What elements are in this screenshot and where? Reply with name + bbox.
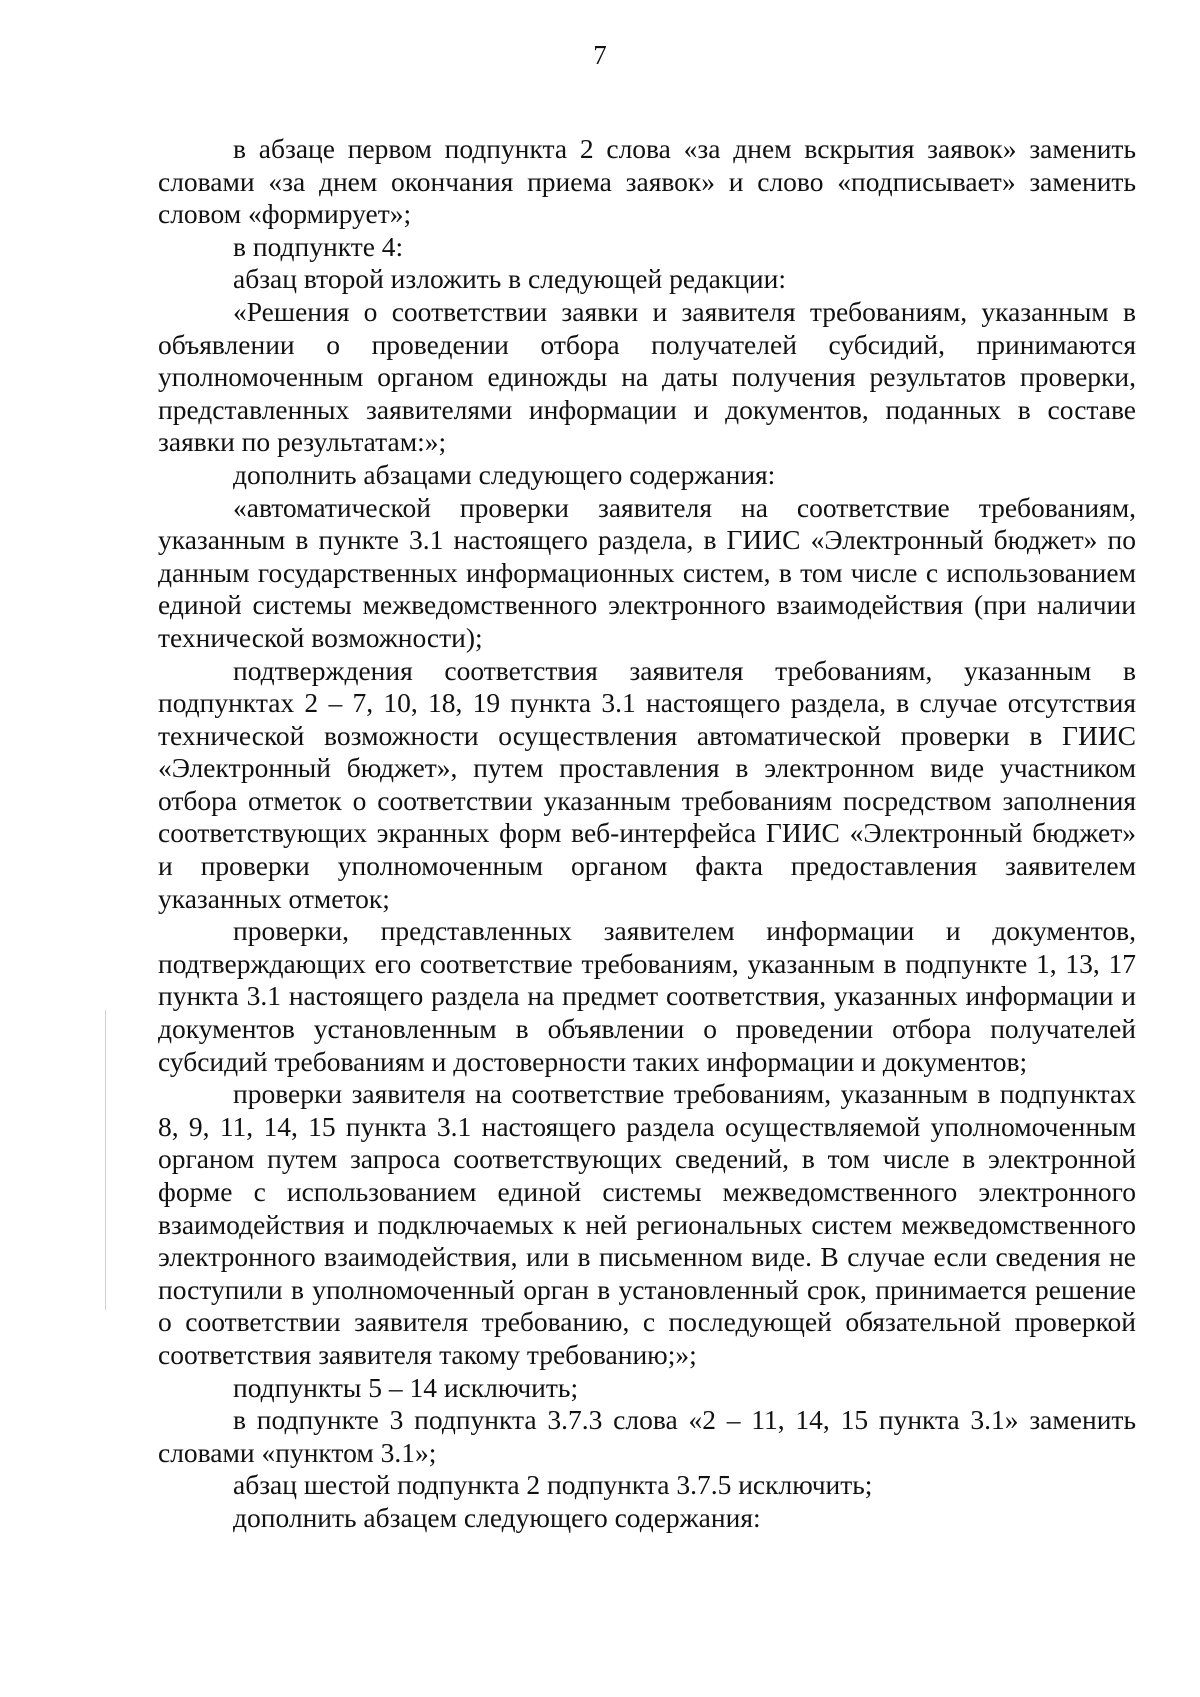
paragraph: в подпункте 4: bbox=[233, 230, 404, 262]
paragraph: дополнить абзацем следующего содержания: bbox=[233, 1501, 761, 1533]
paragraph: абзац шестой подпункта 2 подпункта 3.7.5 исключить; bbox=[233, 1469, 873, 1501]
paragraph: дополнить абзацами следующего содержания: bbox=[233, 458, 776, 490]
paragraph: в абзаце первом подпункта 2 слова «за днем вскрытия заявок» заменить словами «за днем окончания приема заявок» и слово «подписывает» заменить словом «формирует»; bbox=[158, 133, 1136, 230]
paragraph: проверки заявителя на соответствие требованиям, указанным в подпунктах 8, 9, 11, 14, 15 пункта 3.1 настоящего раздела осуществляемой уполномоченным органом путем запроса соответствующих сведений, в том числе в электронной форме с использованием единой системы межведомственного электронного взаимодействия и подключаемых к ней региональных систем межведомственного электронного взаимодействия, или в письменном виде. В случае если сведения не поступили в уполномоченный орган в установленный срок, принимается решение о соответствии заявителя требованию, с последующей обязательной проверкой соответствия заявителя такому требованию;»; bbox=[158, 1078, 1136, 1370]
document-body bbox=[158, 133, 1136, 1535]
paragraph: «автоматической проверки заявителя на соответствие требованиям, указанным в пункте 3.1 настоящего раздела, в ГИИС «Электронный бюджет» по данным государственных информационных систем, в том числе с использованием единой системы межведомственного электронного взаимодействия (при наличии технической возможности); bbox=[158, 491, 1136, 653]
paragraph: подпункты 5 – 14 исключить; bbox=[233, 1371, 579, 1403]
paragraph: подтверждения соответствия заявителя требованиям, указанным в подпунктах 2 – 7, 10, 18, 19 пункта 3.1 настоящего раздела, в случае отсутствия технической возможности осуществления автоматической проверки в ГИИС «Электронный бюджет», путем проставления в электронном виде участником отбора отметок о соответствии указанным требованиям посредством заполнения соответствующих экранных форм веб-интерфейса ГИИС «Электронный бюджет» и проверки уполномоченным органом факта предоставления заявителем указанных отметок; bbox=[158, 654, 1136, 914]
paragraph: «Решения о соответствии заявки и заявителя требованиям, указанным в объявлении о проведении отбора получателей субсидий, принимаются уполномоченным органом единожды на даты получения результатов проверки, представленных заявителями информации и документов, поданных в составе заявки по результатам:»; bbox=[158, 295, 1136, 458]
paragraph: в подпункте 3 подпункта 3.7.3 слова «2 – 11, 14, 15 пункта 3.1» заменить словами «пунктом 3.1»; bbox=[158, 1404, 1136, 1468]
paragraph: абзац второй изложить в следующей редакции: bbox=[233, 263, 787, 295]
paragraph: проверки, представленных заявителем информации и документов, подтверждающих его соответствие требованиям, указанным в подпункте 1, 13, 17 пункта 3.1 настоящего раздела на предмет соответствия, указанных информации и документов установленным в объявлении о проведении отбора получателей субсидий требованиям и достоверности таких информации и документов; bbox=[158, 915, 1136, 1077]
page-number: 7 bbox=[593, 40, 607, 70]
scan-margin-line bbox=[105, 1010, 106, 1310]
